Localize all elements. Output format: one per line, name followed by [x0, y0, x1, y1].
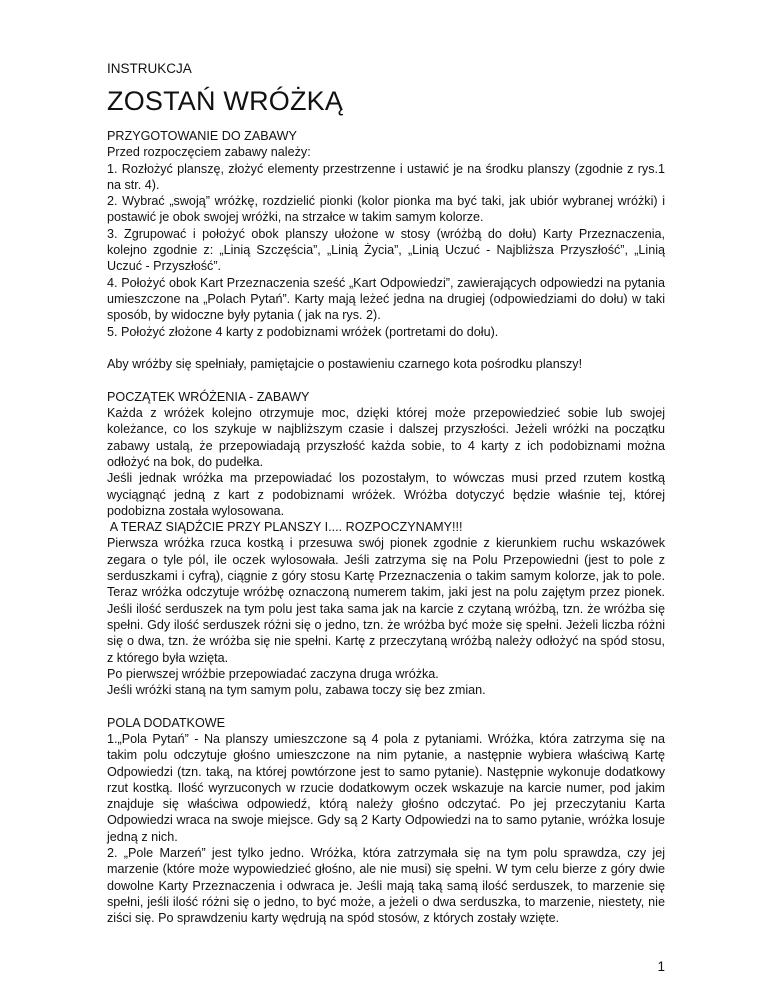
- list-item: 3. Zgrupować i położyć obok planszy ułożone w stosy (wróżbą do dołu) Karty Przeznaczenia, kolejno zgodnie z: „Linią Szczęścia”, „Linią Życia”, „Linią Uczuć - Najbliższa Przyszłość”, „Linią Uczuć - Przyszłość”.: [107, 226, 665, 274]
- spacer: [107, 698, 665, 714]
- paragraph: Po pierwszej wróżbie przepowiadać zaczyna druga wróżka.: [107, 666, 439, 681]
- paragraph: Pierwsza wróżka rzuca kostką i przesuwa swój pionek zgodnie z kierunkiem ruchu wskazówek zegara o tyle pól, ile oczek wylosowała. Jeśli zatrzyma się na Polu Przepowiedni (jest to pole z serduszkami i cyfrą), ciągnie z góry stosu Kartę Przeznaczenia o takim samym kolorze, jak to pole. Teraz wróżka odczytuje wróżbę oznaczoną numerem takim, jaki jest na polu zajętym przez pionek. Jeśli ilość serduszek na tym polu jest taka sama jak na karcie z czytaną wróżbą, tzn. że wróżba się spełni. Gdy ilość serduszek różni się o jedno, tzn. że wróżba być może się spełni. Jeżeli liczba różni się o dwa, tzn. że wróżba się nie spełni. Kartę z przeczytaną wróżbą należy odłożyć na spód stosu, z którego była wzięta.: [107, 536, 665, 665]
- spacer: [107, 340, 665, 356]
- paragraph: Jeśli wróżki staną na tym samym polu, zabawa toczy się bez zmian.: [107, 683, 486, 698]
- section-heading: POCZĄTEK WRÓŻENIA - ZABAWY: [107, 389, 310, 404]
- document-body: [107, 128, 665, 927]
- section-heading: PRZYGOTOWANIE DO ZABAWY: [107, 129, 297, 143]
- section-przygotowanie: [107, 128, 665, 372]
- list-item: 2. Wybrać „swoją” wróżkę, rozdzielić pionki (kolor pionka ma być taki, jak ubiór wybranej wróżki) i postawić je obok swojej wróżki, na strzałce w takim samym kolorze.: [107, 194, 665, 225]
- paragraph: Przed rozpoczęciem zabawy należy:: [107, 145, 311, 160]
- list-item: 4. Położyć obok Kart Przeznaczenia sześć „Kart Odpowiedzi”, zawierających odpowiedzi na pytania umieszczone na „Polach Pytań”. Karty mają leżeć jedna na drugiej (odpowiedziami do dołu) w taki sposób, by widoczne były pytania ( jak na rys. 2).: [107, 275, 665, 323]
- paragraph: 1.„Pola Pytań” - Na planszy umieszczone są 4 pola z pytaniami. Wróżka, która zatrzyma się na takim polu odczytuje głośno umieszczone na nim pytanie, a następnie wybiera właściwą Kartę Odpowiedzi (tzn. taką, na której powtórzone jest to samo pytanie). Następnie wykonuje dodatkowy rzut kostką. Ilość wyrzuconych w rzucie dodatkowym oczek wskazuje na karcie numer, pod jakim znajduje się właściwa odpowiedź, którą należy głośno odczytać. Po jej przeczytaniu Karta Odpowiedzi wraca na swoje miejsce. Gdy są 2 Karty Odpowiedzi na to samo pytanie, wróżka losuje jedną z nich.: [107, 731, 665, 844]
- page-title: ZOSTAŃ WRÓŻKĄ: [107, 86, 344, 116]
- page-number: 1: [657, 959, 665, 974]
- spacer: [107, 372, 665, 388]
- paragraph: Każda z wróżek kolejno otrzymuje moc, dzięki której może przepowiedzieć sobie lub swojej koleżance, co los szykuje w najbliższym czasie i dalszej przyszłości. Jeżeli wróżki na początku zabawy ustalą, że przepowiadają przyszłość każda sobie, to 4 karty z ich podobiznami można odłożyć na bok, do pudełka.: [107, 406, 665, 469]
- document-label: INSTRUKCJA: [107, 61, 192, 76]
- section-pola-dodatkowe: [107, 715, 665, 927]
- section-heading: POLA DODATKOWE: [107, 715, 226, 730]
- list-item: 5. Położyć złożone 4 karty z podobiznami wróżek (portretami do dołu).: [107, 324, 499, 339]
- paragraph: A TERAZ SIĄDŹCIE PRZY PLANSZY I.... ROZPOCZYNAMY!!!: [107, 520, 463, 535]
- paragraph: Jeśli jednak wróżka ma przepowiadać los pozostałym, to wówczas musi przed rzutem kostką wyciągnąć jedną z kart z podobiznami wróżek. Wróżba dotyczyć będzie właśnie tej, której podobizna została wylosowana.: [107, 471, 665, 518]
- section-poczatek: [107, 389, 665, 699]
- paragraph: 2. „Pole Marzeń” jest tylko jedno. Wróżka, która zatrzymała się na tym polu sprawdza, czy jej marzenie (które może wypowiedzieć głośno, ale nie musi) się spełni. W tym celu bierze z góry dwie dowolne Karty Przeznaczenia i odwraca je. Jeśli mają taką samą ilość serduszek, to marzenie się spełni, jeśli ilość różni się o jedno, to być może, a jeżeli o dwa serduszka, to marzenie, niestety, nie ziści się. Po sprawdzeniu karty wędrują na spód stosów, z których zostały wzięte.: [107, 846, 665, 926]
- list-item: 1. Rozłożyć planszę, złożyć elementy przestrzenne i ustawić je na środku planszy (zgodnie z rys.1 na str. 4).: [107, 161, 665, 192]
- note-paragraph: Aby wróżby się spełniały, pamiętajcie o postawieniu czarnego kota pośrodku planszy!: [107, 357, 583, 372]
